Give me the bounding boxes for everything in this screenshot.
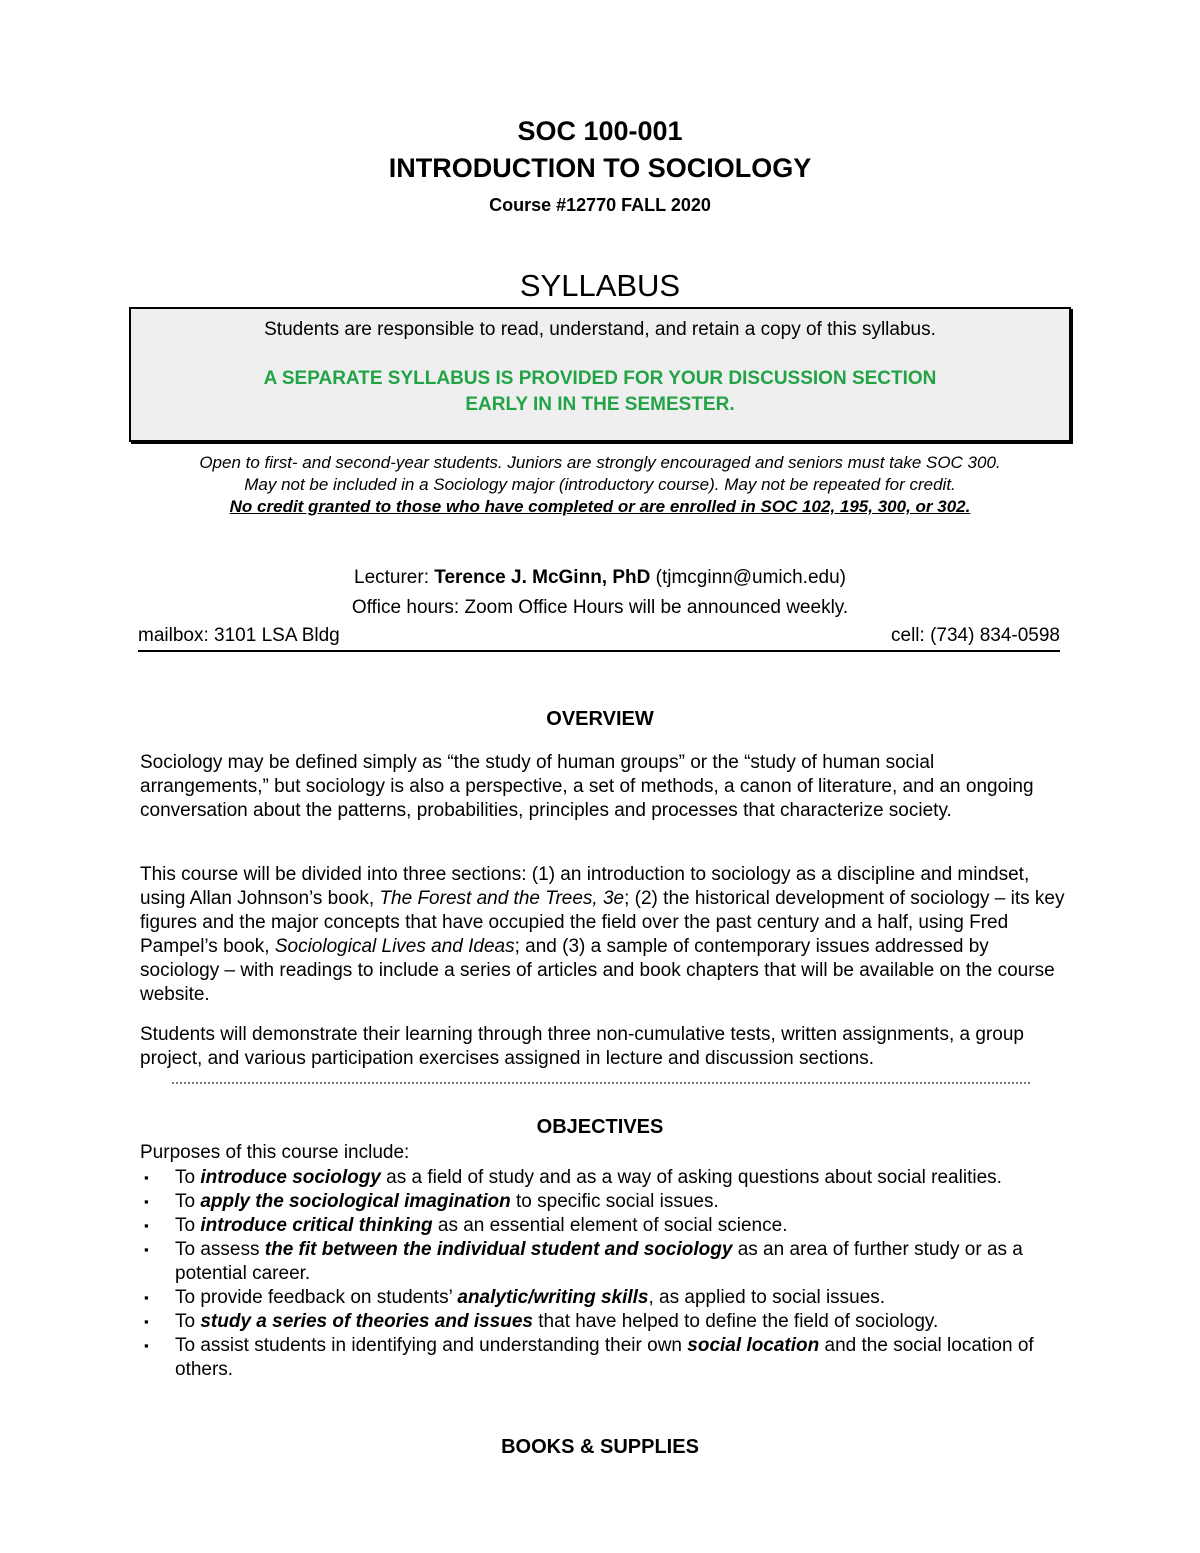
objectives-intro: Purposes of this course include: bbox=[140, 1142, 410, 1163]
bullet-icon: ▪ bbox=[144, 1338, 149, 1353]
bullet-icon: ▪ bbox=[144, 1290, 149, 1305]
bullet-icon: ▪ bbox=[144, 1218, 149, 1233]
overview-paragraph-1: Sociology may be defined simply as “the study of human groups” or the “study of human social arrangements,” but sociology is also a perspective, a set of methods, a canon of literature, and an ongoing conversation about the patterns, probabilities, principles and processes that characterize society. bbox=[140, 752, 1034, 821]
objective-text: as an area of further study or as a potential career. bbox=[175, 1239, 1023, 1284]
objective-item bbox=[140, 1166, 1065, 1190]
cell-phone: cell: (734) 834-0598 bbox=[891, 625, 1060, 646]
notice-separate-syllabus bbox=[131, 366, 1069, 418]
overview-paragraph-3: Students will demonstrate their learning through three non-cumulative tests, written assignments, a group project, and various participation exercises assigned in lecture and discussion sections. bbox=[140, 1024, 1024, 1069]
objective-text: , as applied to social issues. bbox=[648, 1287, 886, 1308]
objective-item bbox=[140, 1286, 1065, 1310]
book-title-sociological-lives: Sociological Lives and Ideas bbox=[274, 936, 515, 957]
mailbox-info: mailbox: 3101 LSA Bldg bbox=[138, 625, 340, 646]
objective-text: To bbox=[175, 1191, 201, 1212]
objective-text: To bbox=[175, 1311, 201, 1332]
objective-emphasis: the fit between the individual student and sociology bbox=[264, 1239, 733, 1260]
notice-separate-line1: A SEPARATE SYLLABUS IS PROVIDED FOR YOUR DISCUSSION SECTION bbox=[263, 368, 937, 389]
overview-paragraph-2 bbox=[140, 863, 1065, 1007]
objective-text: that have helped to define the field of sociology. bbox=[533, 1311, 939, 1332]
office-hours: Office hours: Zoom Office Hours will be announced weekly. bbox=[351, 597, 849, 618]
objective-item bbox=[140, 1190, 1065, 1214]
eligibility-line1: Open to first- and second-year students. Juniors are strongly encouraged and seniors must take SOC 300. bbox=[199, 453, 1001, 472]
objective-item bbox=[140, 1334, 1065, 1382]
bullet-icon: ▪ bbox=[144, 1314, 149, 1329]
objective-item bbox=[140, 1238, 1065, 1286]
objective-emphasis: apply the sociological imagination bbox=[200, 1191, 511, 1212]
course-title: INTRODUCTION TO SOCIOLOGY bbox=[388, 153, 812, 183]
objective-text: and the social location of others. bbox=[175, 1335, 1034, 1380]
notice-separate-line2: EARLY IN IN THE SEMESTER. bbox=[465, 394, 735, 415]
book-title-forest-trees: The Forest and the Trees, 3e bbox=[379, 888, 625, 909]
overview-heading: OVERVIEW bbox=[546, 708, 654, 730]
objective-text: To bbox=[175, 1215, 201, 1236]
objective-text: To assess bbox=[175, 1239, 265, 1260]
lecturer-label: Lecturer: bbox=[354, 567, 435, 588]
dotted-divider bbox=[172, 1082, 1030, 1084]
objective-item bbox=[140, 1214, 1065, 1238]
overview-p2-text-a: This course will be divided into three sections: (1) an introduction to sociology as a discipline and mindset, using Allan Johnson’s book, bbox=[140, 864, 1030, 909]
syllabus-notice-box bbox=[129, 307, 1071, 442]
lecturer-email: (tjmcginn@umich.edu) bbox=[650, 567, 846, 588]
objectives-list bbox=[140, 1166, 1065, 1382]
objective-text: to specific social issues. bbox=[510, 1191, 719, 1212]
objective-emphasis: analytic/writing skills bbox=[457, 1287, 649, 1308]
course-code: SOC 100-001 bbox=[517, 116, 683, 146]
objective-emphasis: introduce critical thinking bbox=[200, 1215, 433, 1236]
overview-p2-text-b: ; (2) the historical development of sociology – its key figures and the major concepts that have occupied the field over the past century and a half, using Fred Pampel’s book, bbox=[140, 888, 1065, 957]
objective-emphasis: introduce sociology bbox=[200, 1167, 381, 1188]
bullet-icon: ▪ bbox=[144, 1194, 149, 1209]
course-info: Course #12770 FALL 2020 bbox=[489, 195, 711, 215]
document-type-title: SYLLABUS bbox=[519, 268, 681, 303]
objective-text: as an essential element of social science. bbox=[432, 1215, 788, 1236]
objective-text: To bbox=[175, 1167, 201, 1188]
contact-row bbox=[138, 625, 1060, 652]
bullet-icon: ▪ bbox=[144, 1242, 149, 1257]
objective-emphasis: social location bbox=[687, 1335, 820, 1356]
notice-responsibility-text: Students are responsible to read, understand, and retain a copy of this syllabus. bbox=[264, 319, 936, 340]
overview-p2-text-c: ; and (3) a sample of contemporary issues addressed by sociology – with readings to include a series of articles and book chapters that will be available on the course website. bbox=[140, 936, 1055, 1005]
eligibility-note bbox=[0, 452, 1200, 518]
eligibility-line2: May not be included in a Sociology major (introductory course). May not be repeated for credit. bbox=[244, 475, 956, 494]
bullet-icon: ▪ bbox=[144, 1170, 149, 1185]
objective-text: as a field of study and as a way of asking questions about social realities. bbox=[380, 1167, 1002, 1188]
objective-text: To provide feedback on students’ bbox=[175, 1287, 458, 1308]
objective-text: To assist students in identifying and understanding their own bbox=[175, 1335, 688, 1356]
objectives-heading: OBJECTIVES bbox=[536, 1116, 664, 1138]
books-supplies-heading: BOOKS & SUPPLIES bbox=[501, 1436, 699, 1458]
lecturer-name: Terence J. McGinn, PhD bbox=[434, 567, 651, 588]
no-credit-warning: No credit granted to those who have completed or are enrolled in SOC 102, 195, 300, or 302. bbox=[229, 497, 971, 516]
objective-emphasis: study a series of theories and issues bbox=[200, 1311, 533, 1332]
objective-item bbox=[140, 1310, 1065, 1334]
lecturer-line bbox=[0, 567, 1200, 589]
